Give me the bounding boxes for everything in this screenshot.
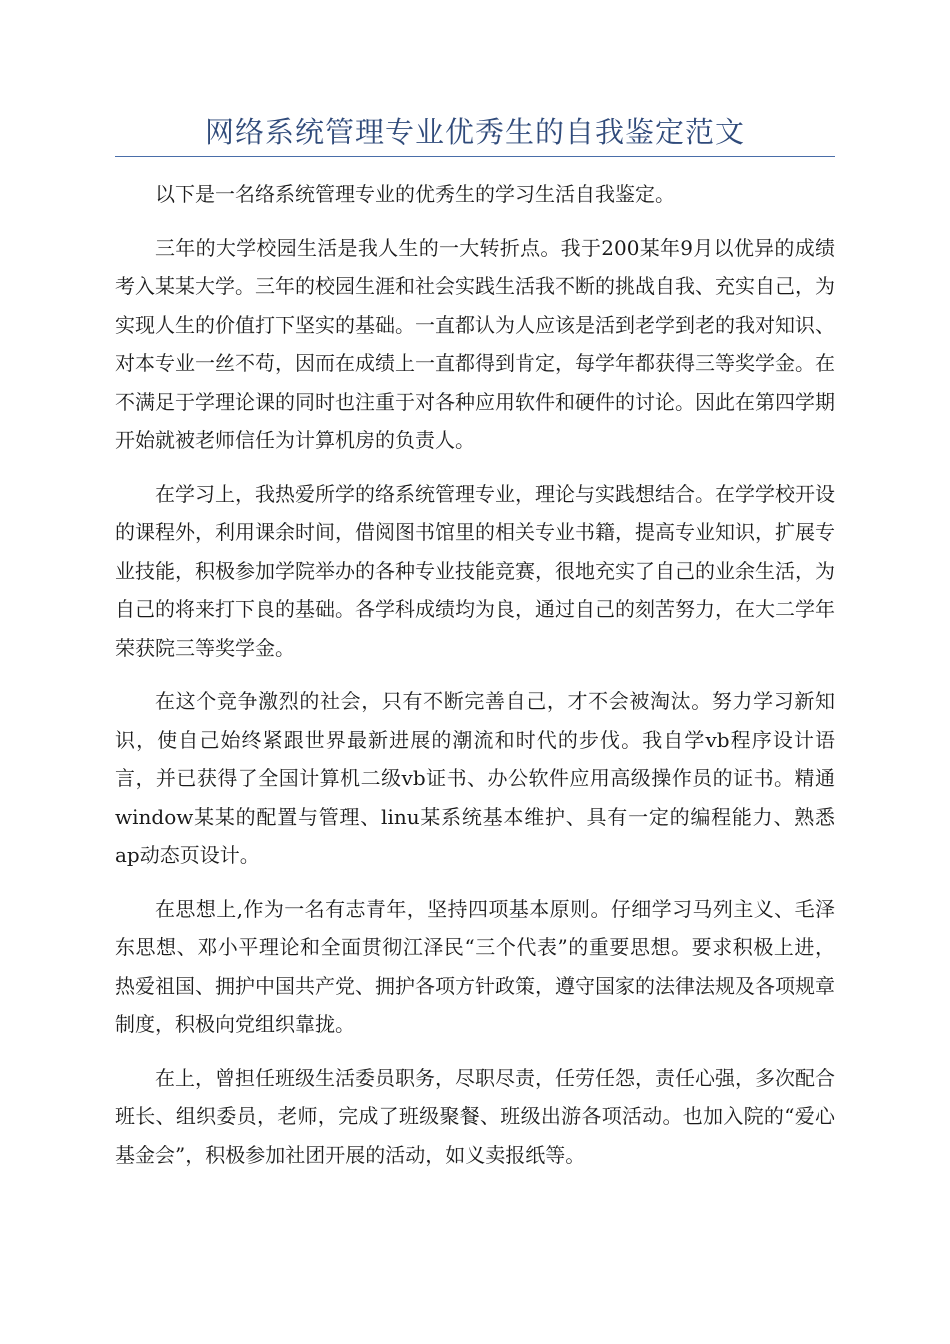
paragraph-ideology: 在思想上,作为一名有志青年，坚持四项基本原则。仔细学习马列主义、毛泽东思想、邓小平理论和全面贯彻江泽民“三个代表”的重要思想。要求积极上进，热爱祖国、拥护中国共产党、拥护各项方针政策，遵守国家的法律法规及各项规章制度，积极向党组织靠拢。 <box>115 896 835 1036</box>
title-underline <box>115 156 835 157</box>
paragraph-skills: 在这个竞争激烈的社会，只有不断完善自己，才不会被淘汰。努力学习新知识，使自己始终紧跟世界最新进展的潮流和时代的步伐。我自学vb程序设计语言，并已获得了全国计算机二级vb证书、办公软件应用高级操作员的证书。精通window某某的配置与管理、linu某系统基本维护、具有一定的编程能力、熟悉ap动态页设计。 <box>115 689 835 867</box>
document-title: 网络系统管理专业优秀生的自我鉴定范文 <box>204 115 745 149</box>
paragraph-college-life: 三年的大学校园生活是我人生的一大转折点。我于200某年9月以优异的成绩考入某某大学。三年的校园生涯和社会实践生活我不断的挑战自我、充实自己，为实现人生的价值打下坚实的基础。一直都认为人应该是活到老学到老的我对知识、对本专业一丝不苟，因而在成绩上一直都得到肯定，每学年都获得三等奖学金。在不满足于学理论课的同时也注重于对各种应用软件和硬件的讨论。因此在第四学期开始就被老师信任为计算机房的负责人。 <box>115 235 835 452</box>
document-page <box>115 110 835 1189</box>
paragraph-study: 在学习上，我热爱所学的络系统管理专业，理论与实践想结合。在学学校开设的课程外，利用课余时间，借阅图书馆里的相关专业书籍，提高专业知识，扩展专业技能，积极参加学院举办的各种专业技能竞赛，很地充实了自己的业余生活，为自己的将来打下良的基础。各学科成绩均为良，通过自己的刻苦努力，在大二学年荣获院三等奖学金。 <box>115 481 835 660</box>
paragraph-activities: 在上，曾担任班级生活委员职务，尽职尽责，任劳任怨，责任心强，多次配合班长、组织委员，老师，完成了班级聚餐、班级出游各项活动。也加入院的“爱心基金会”，积极参加社团开展的活动，如义卖报纸等。 <box>115 1065 835 1167</box>
document-body <box>115 175 835 1174</box>
paragraph-intro: 以下是一名络系统管理专业的优秀生的学习生活自我鉴定。 <box>155 182 675 206</box>
